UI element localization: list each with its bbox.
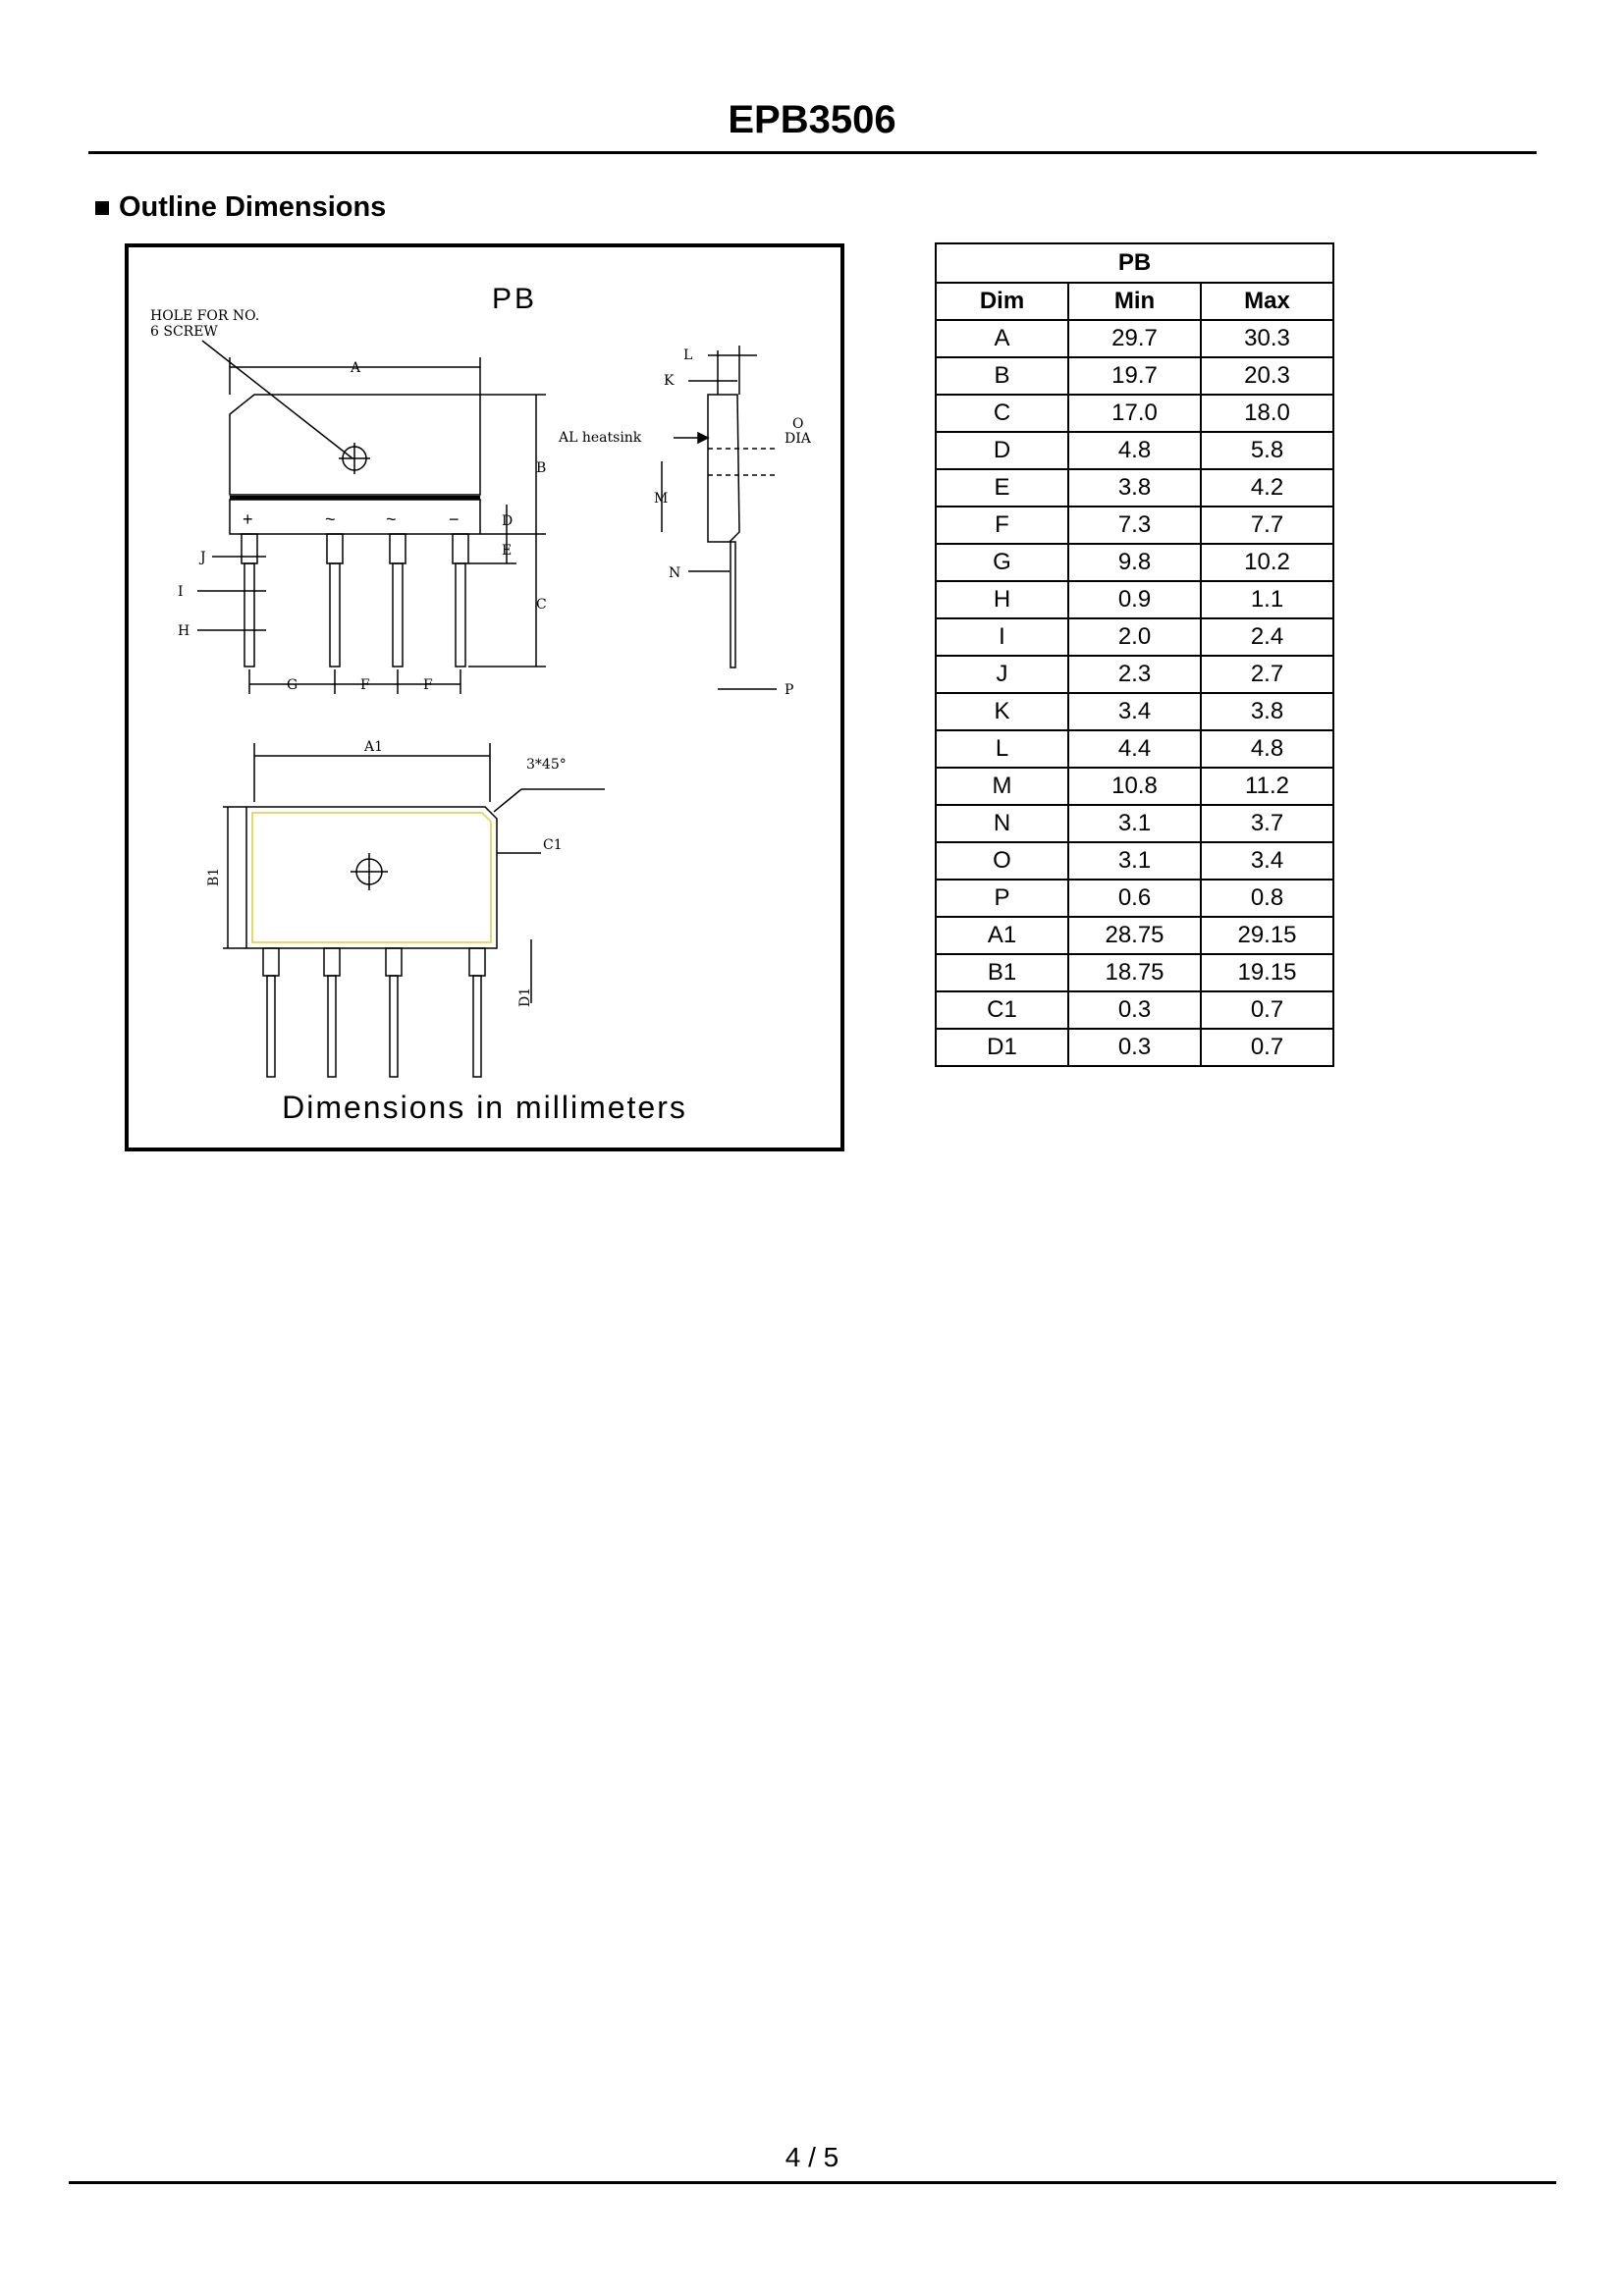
pin3-base bbox=[390, 534, 406, 563]
cell-dim: C1 bbox=[936, 991, 1068, 1029]
table-row bbox=[936, 618, 1333, 656]
column-header-max: Max bbox=[1201, 283, 1333, 320]
cell-min: 10.8 bbox=[1068, 768, 1201, 805]
pin-symbol-plus: + bbox=[243, 509, 253, 529]
cell-dim: P bbox=[936, 880, 1068, 917]
cell-max: 5.8 bbox=[1201, 432, 1333, 469]
dim-label-d: D bbox=[502, 513, 514, 529]
cell-max: 0.7 bbox=[1201, 1029, 1333, 1066]
bottom-view-inner-outline bbox=[252, 813, 491, 942]
side-view-body bbox=[708, 395, 739, 542]
dim-label-m: M bbox=[654, 491, 669, 507]
dim-label-k: K bbox=[664, 373, 675, 389]
bottom-pin2-lead bbox=[328, 976, 336, 1077]
cell-max: 11.2 bbox=[1201, 768, 1333, 805]
table-row bbox=[936, 693, 1333, 730]
footer-rule bbox=[69, 2181, 1556, 2184]
cell-min: 7.3 bbox=[1068, 507, 1201, 544]
dim-label-n: N bbox=[669, 565, 681, 581]
pin-symbol-ac2: ~ bbox=[386, 509, 397, 529]
table-row bbox=[936, 469, 1333, 507]
cell-dim: J bbox=[936, 656, 1068, 693]
dim-label-g: G bbox=[287, 677, 298, 693]
dia-label-dia: DIA bbox=[785, 431, 811, 447]
cell-max: 30.3 bbox=[1201, 320, 1333, 357]
pin-header-strip bbox=[230, 500, 480, 534]
dim-label-f2: F bbox=[423, 677, 433, 693]
table-row bbox=[936, 842, 1333, 880]
table-row bbox=[936, 917, 1333, 954]
bottom-pin2-base bbox=[324, 948, 340, 976]
bottom-view-body bbox=[246, 807, 497, 948]
pin1-base bbox=[242, 534, 257, 563]
dim-label-i: I bbox=[178, 584, 184, 600]
table-group-header: PB bbox=[1068, 243, 1201, 283]
cell-min: 3.1 bbox=[1068, 805, 1201, 842]
dim-label-d1: D1 bbox=[517, 987, 533, 1007]
package-diagram bbox=[129, 247, 840, 1148]
cell-dim: I bbox=[936, 618, 1068, 656]
table-row bbox=[936, 730, 1333, 768]
cell-dim: E bbox=[936, 469, 1068, 507]
cell-max: 19.15 bbox=[1201, 954, 1333, 991]
cell-dim: B1 bbox=[936, 954, 1068, 991]
cell-min: 2.3 bbox=[1068, 656, 1201, 693]
cell-max: 10.2 bbox=[1201, 544, 1333, 581]
cell-max: 18.0 bbox=[1201, 395, 1333, 432]
cell-max: 3.8 bbox=[1201, 693, 1333, 730]
table-row bbox=[936, 768, 1333, 805]
bottom-pin1-base bbox=[263, 948, 279, 976]
section-heading bbox=[95, 191, 386, 224]
table-row bbox=[936, 954, 1333, 991]
heatsink-arrowhead bbox=[698, 433, 708, 443]
cell-min: 3.4 bbox=[1068, 693, 1201, 730]
pin2-base bbox=[327, 534, 343, 563]
cell-min: 0.6 bbox=[1068, 880, 1201, 917]
table-row bbox=[936, 395, 1333, 432]
table-row bbox=[936, 507, 1333, 544]
table-row bbox=[936, 656, 1333, 693]
dia-label-o: O bbox=[792, 416, 804, 432]
cell-min: 19.7 bbox=[1068, 357, 1201, 395]
table-row bbox=[936, 320, 1333, 357]
cell-min: 17.0 bbox=[1068, 395, 1201, 432]
bottom-pin4-base bbox=[469, 948, 485, 976]
cell-dim: B bbox=[936, 357, 1068, 395]
cell-dim: O bbox=[936, 842, 1068, 880]
dim-label-a: A bbox=[351, 360, 361, 376]
heatsink-label: AL heatsink bbox=[559, 430, 642, 446]
cell-dim: D bbox=[936, 432, 1068, 469]
chamfer-label: 3*45° bbox=[526, 757, 567, 773]
header-rule bbox=[88, 151, 1537, 154]
dim-label-e: E bbox=[502, 543, 513, 559]
cell-dim: F bbox=[936, 507, 1068, 544]
cell-min: 4.4 bbox=[1068, 730, 1201, 768]
cell-dim: K bbox=[936, 693, 1068, 730]
table-row bbox=[936, 991, 1333, 1029]
table-blank-corner-right bbox=[1201, 243, 1333, 283]
cell-max: 7.7 bbox=[1201, 507, 1333, 544]
cell-min: 9.8 bbox=[1068, 544, 1201, 581]
dim-label-h: H bbox=[178, 623, 190, 639]
cell-min: 2.0 bbox=[1068, 618, 1201, 656]
cell-dim: L bbox=[936, 730, 1068, 768]
drawing-caption: Dimensions in millimeters bbox=[282, 1090, 687, 1125]
dim-label-p: P bbox=[785, 682, 794, 698]
table-row bbox=[936, 432, 1333, 469]
dimension-table bbox=[935, 242, 1334, 1067]
cell-min: 4.8 bbox=[1068, 432, 1201, 469]
table-row bbox=[936, 544, 1333, 581]
table-row bbox=[936, 805, 1333, 842]
cell-max: 2.4 bbox=[1201, 618, 1333, 656]
bottom-pin3-lead bbox=[390, 976, 398, 1077]
cell-dim: N bbox=[936, 805, 1068, 842]
cell-min: 0.3 bbox=[1068, 991, 1201, 1029]
hole-note-line2: 6 SCREW bbox=[150, 324, 218, 340]
pin3-lead bbox=[393, 563, 403, 667]
hole-leader-line bbox=[202, 341, 352, 458]
dim-label-l: L bbox=[683, 347, 693, 363]
pin2-lead bbox=[330, 563, 340, 667]
cell-max: 4.2 bbox=[1201, 469, 1333, 507]
side-view-lead bbox=[731, 542, 735, 667]
cell-dim: G bbox=[936, 544, 1068, 581]
pin4-lead bbox=[456, 563, 465, 667]
cell-max: 4.8 bbox=[1201, 730, 1333, 768]
dim-label-c: C bbox=[536, 597, 547, 613]
table-row bbox=[936, 880, 1333, 917]
dim-label-b1: B1 bbox=[206, 867, 222, 886]
section-title: Outline Dimensions bbox=[119, 191, 387, 223]
cell-min: 0.9 bbox=[1068, 581, 1201, 618]
dim-label-j: J bbox=[200, 550, 206, 565]
outline-drawing bbox=[125, 243, 844, 1151]
dim-label-b: B bbox=[536, 460, 547, 476]
cell-dim: A bbox=[936, 320, 1068, 357]
table-row bbox=[936, 357, 1333, 395]
cell-max: 29.15 bbox=[1201, 917, 1333, 954]
cell-min: 3.8 bbox=[1068, 469, 1201, 507]
dim-label-f1: F bbox=[360, 677, 370, 693]
document-title: EPB3506 bbox=[728, 98, 896, 141]
cell-dim: D1 bbox=[936, 1029, 1068, 1066]
column-header-dim: Dim bbox=[936, 283, 1068, 320]
cell-dim: M bbox=[936, 768, 1068, 805]
cell-min: 0.3 bbox=[1068, 1029, 1201, 1066]
cell-dim: A1 bbox=[936, 917, 1068, 954]
pin4-base bbox=[453, 534, 468, 563]
cell-max: 0.8 bbox=[1201, 880, 1333, 917]
cell-max: 1.1 bbox=[1201, 581, 1333, 618]
cell-max: 20.3 bbox=[1201, 357, 1333, 395]
pin-symbol-minus: − bbox=[449, 509, 460, 529]
page-number: 4 / 5 bbox=[785, 2142, 839, 2172]
dim-label-c1: C1 bbox=[543, 837, 563, 853]
cell-min: 29.7 bbox=[1068, 320, 1201, 357]
pin-symbol-ac1: ~ bbox=[325, 509, 336, 529]
package-label: PB bbox=[492, 283, 538, 315]
bottom-pin3-base bbox=[386, 948, 402, 976]
cell-min: 3.1 bbox=[1068, 842, 1201, 880]
bullet-square-icon bbox=[95, 201, 109, 215]
table-blank-corner bbox=[936, 243, 1068, 283]
cell-max: 2.7 bbox=[1201, 656, 1333, 693]
hole-note-line1: HOLE FOR NO. bbox=[150, 308, 260, 324]
chamfer-leader bbox=[494, 789, 521, 812]
cell-min: 28.75 bbox=[1068, 917, 1201, 954]
pin1-lead bbox=[244, 563, 254, 667]
table-row bbox=[936, 1029, 1333, 1066]
dim-label-a1: A1 bbox=[364, 739, 384, 755]
table-row bbox=[936, 581, 1333, 618]
cell-dim: C bbox=[936, 395, 1068, 432]
column-header-min: Min bbox=[1068, 283, 1201, 320]
cell-max: 3.7 bbox=[1201, 805, 1333, 842]
cell-min: 18.75 bbox=[1068, 954, 1201, 991]
bottom-pin1-lead bbox=[267, 976, 275, 1077]
cell-dim: H bbox=[936, 581, 1068, 618]
bottom-pin4-lead bbox=[473, 976, 481, 1077]
cell-max: 0.7 bbox=[1201, 991, 1333, 1029]
cell-max: 3.4 bbox=[1201, 842, 1333, 880]
